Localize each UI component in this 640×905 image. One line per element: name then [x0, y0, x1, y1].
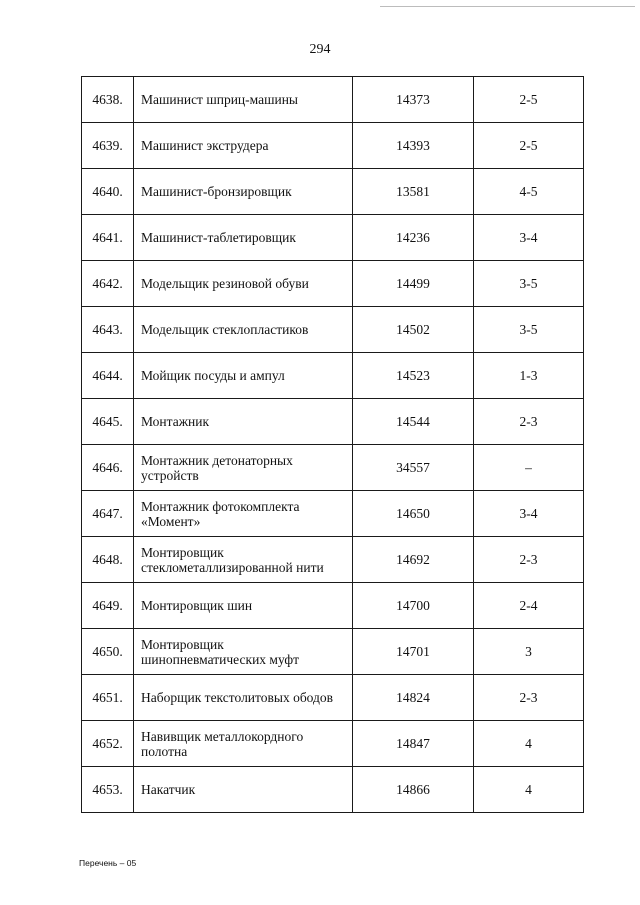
occupation-name-cell: Машинист экструдера	[134, 123, 353, 169]
row-number-cell: 4650.	[82, 629, 134, 675]
occupation-name-cell: Модельщик стеклопластиков	[134, 307, 353, 353]
row-number-cell: 4638.	[82, 77, 134, 123]
table-row	[82, 767, 584, 813]
table-row	[82, 537, 584, 583]
table-row	[82, 123, 584, 169]
table-row	[82, 583, 584, 629]
table-row	[82, 445, 584, 491]
row-number-cell: 4646.	[82, 445, 134, 491]
occupation-code-cell: 14824	[353, 675, 474, 721]
table-row	[82, 721, 584, 767]
occupation-name-cell: Монтажник фотокомплекта «Момент»	[134, 491, 353, 537]
occupation-code-cell: 14499	[353, 261, 474, 307]
occupation-code-cell: 14847	[353, 721, 474, 767]
table-row	[82, 77, 584, 123]
occupation-code-cell: 14866	[353, 767, 474, 813]
table-row	[82, 629, 584, 675]
row-number-cell: 4641.	[82, 215, 134, 261]
row-number-cell: 4642.	[82, 261, 134, 307]
occupation-code-cell: 14544	[353, 399, 474, 445]
grade-range-cell: 2-4	[474, 583, 584, 629]
occupation-code-cell: 14393	[353, 123, 474, 169]
row-number-cell: 4651.	[82, 675, 134, 721]
grade-range-cell: 2-3	[474, 537, 584, 583]
row-number-cell: 4645.	[82, 399, 134, 445]
occupation-name-cell: Монтировщик шинопневматических муфт	[134, 629, 353, 675]
table-row	[82, 675, 584, 721]
row-number-cell: 4652.	[82, 721, 134, 767]
table-body	[82, 77, 584, 813]
occupation-name-cell: Монтажник	[134, 399, 353, 445]
grade-range-cell: 4-5	[474, 169, 584, 215]
occupation-name-cell: Монтажник детонаторных устройств	[134, 445, 353, 491]
occupation-name-cell: Монтировщик шин	[134, 583, 353, 629]
occupation-name-cell: Машинист шприц-машины	[134, 77, 353, 123]
row-number-cell: 4643.	[82, 307, 134, 353]
table-row	[82, 261, 584, 307]
row-number-cell: 4640.	[82, 169, 134, 215]
occupations-table	[81, 76, 584, 813]
table-row	[82, 399, 584, 445]
occupation-name-cell: Навивщик металлокордного полотна	[134, 721, 353, 767]
row-number-cell: 4644.	[82, 353, 134, 399]
grade-range-cell: 2-3	[474, 675, 584, 721]
table-row	[82, 307, 584, 353]
table-row	[82, 169, 584, 215]
scan-edge-line	[380, 6, 635, 7]
occupation-code-cell: 34557	[353, 445, 474, 491]
occupation-code-cell: 14701	[353, 629, 474, 675]
table-row	[82, 353, 584, 399]
row-number-cell: 4649.	[82, 583, 134, 629]
occupation-code-cell: 14650	[353, 491, 474, 537]
occupation-code-cell: 14502	[353, 307, 474, 353]
row-number-cell: 4648.	[82, 537, 134, 583]
occupation-code-cell: 14700	[353, 583, 474, 629]
occupation-code-cell: 14236	[353, 215, 474, 261]
occupation-code-cell: 13581	[353, 169, 474, 215]
grade-range-cell: 3-4	[474, 491, 584, 537]
grade-range-cell: 2-3	[474, 399, 584, 445]
row-number-cell: 4639.	[82, 123, 134, 169]
grade-range-cell: –	[474, 445, 584, 491]
grade-range-cell: 4	[474, 721, 584, 767]
occupation-code-cell: 14523	[353, 353, 474, 399]
grade-range-cell: 4	[474, 767, 584, 813]
occupation-name-cell: Монтировщик стеклометаллизированной нити	[134, 537, 353, 583]
page-number: 294	[309, 42, 331, 57]
grade-range-cell: 2-5	[474, 77, 584, 123]
footer-note: Перечень – 05	[79, 858, 137, 868]
table-row	[82, 491, 584, 537]
grade-range-cell: 3-4	[474, 215, 584, 261]
occupation-name-cell: Машинист-таблетировщик	[134, 215, 353, 261]
occupation-name-cell: Накатчик	[134, 767, 353, 813]
occupation-name-cell: Машинист-бронзировщик	[134, 169, 353, 215]
grade-range-cell: 3	[474, 629, 584, 675]
occupation-name-cell: Модельщик резиновой обуви	[134, 261, 353, 307]
table-row	[82, 215, 584, 261]
occupation-name-cell: Мойщик посуды и ампул	[134, 353, 353, 399]
row-number-cell: 4653.	[82, 767, 134, 813]
occupation-name-cell: Наборщик текстолитовых ободов	[134, 675, 353, 721]
grade-range-cell: 2-5	[474, 123, 584, 169]
occupation-code-cell: 14692	[353, 537, 474, 583]
grade-range-cell: 1-3	[474, 353, 584, 399]
grade-range-cell: 3-5	[474, 261, 584, 307]
grade-range-cell: 3-5	[474, 307, 584, 353]
row-number-cell: 4647.	[82, 491, 134, 537]
occupation-code-cell: 14373	[353, 77, 474, 123]
